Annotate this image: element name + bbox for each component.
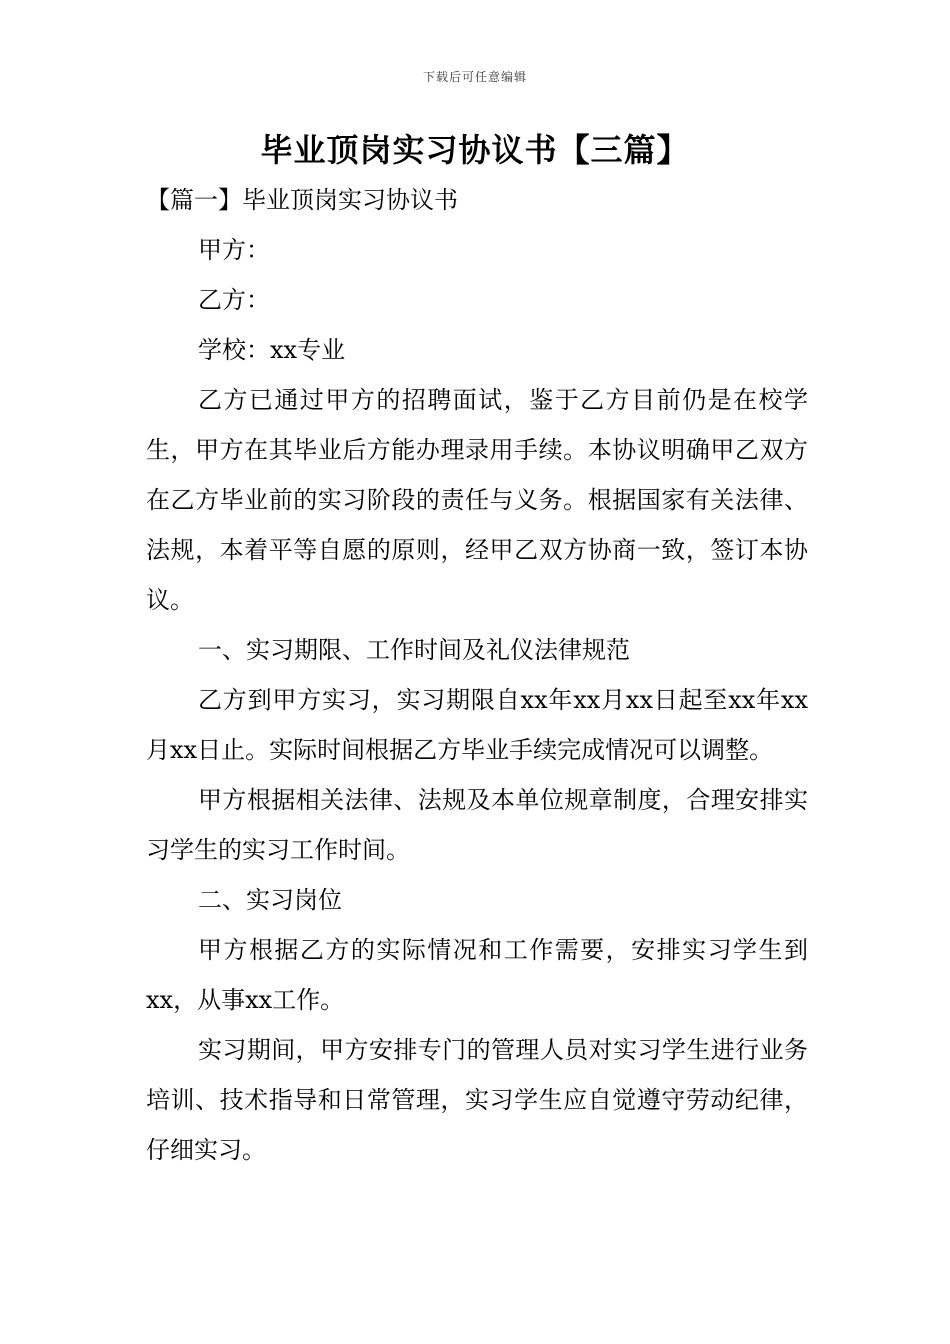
section-heading: 【篇一】毕业顶岗实习协议书	[146, 186, 458, 214]
clause-heading-1: 一、实习期限、工作时间及礼仪法律规范	[198, 636, 630, 664]
paragraph-management: 实习期间，甲方安排专门的管理人员对实习学生进行业务培训、技术指导和日常管理，实习学生应自觉遵守劳动纪律，仔细实习。	[146, 1036, 808, 1164]
paragraph-position: 甲方根据乙方的实际情况和工作需要，安排实习学生到xx，从事xx工作。	[146, 936, 808, 1014]
document-title: 毕业顶岗实习协议书【三篇】	[260, 131, 690, 169]
school-line: 学校：xx专业	[198, 336, 346, 364]
party-a-line: 甲方：	[198, 236, 270, 264]
paragraph-work-time: 甲方根据相关法律、法规及本单位规章制度，合理安排实习学生的实习工作时间。	[146, 786, 808, 864]
party-b-line: 乙方：	[198, 286, 270, 314]
paragraph-intro: 乙方已通过甲方的招聘面试，鉴于乙方目前仍是在校学生，甲方在其毕业后方能办理录用手续。本协议明确甲乙双方在乙方毕业前的实习阶段的责任与义务。根据国家有关法律、法规，本着平等自愿的原则，经甲乙双方协商一致，签订本协议。	[146, 386, 808, 614]
paragraph-period: 乙方到甲方实习，实习期限自xx年xx月xx日起至xx年xx月xx日止。实际时间根据乙方毕业手续完成情况可以调整。	[146, 686, 808, 764]
header-note: 下载后可任意编辑	[422, 70, 527, 84]
clause-heading-2: 二、实习岗位	[198, 886, 342, 914]
document-body	[146, 175, 808, 1175]
